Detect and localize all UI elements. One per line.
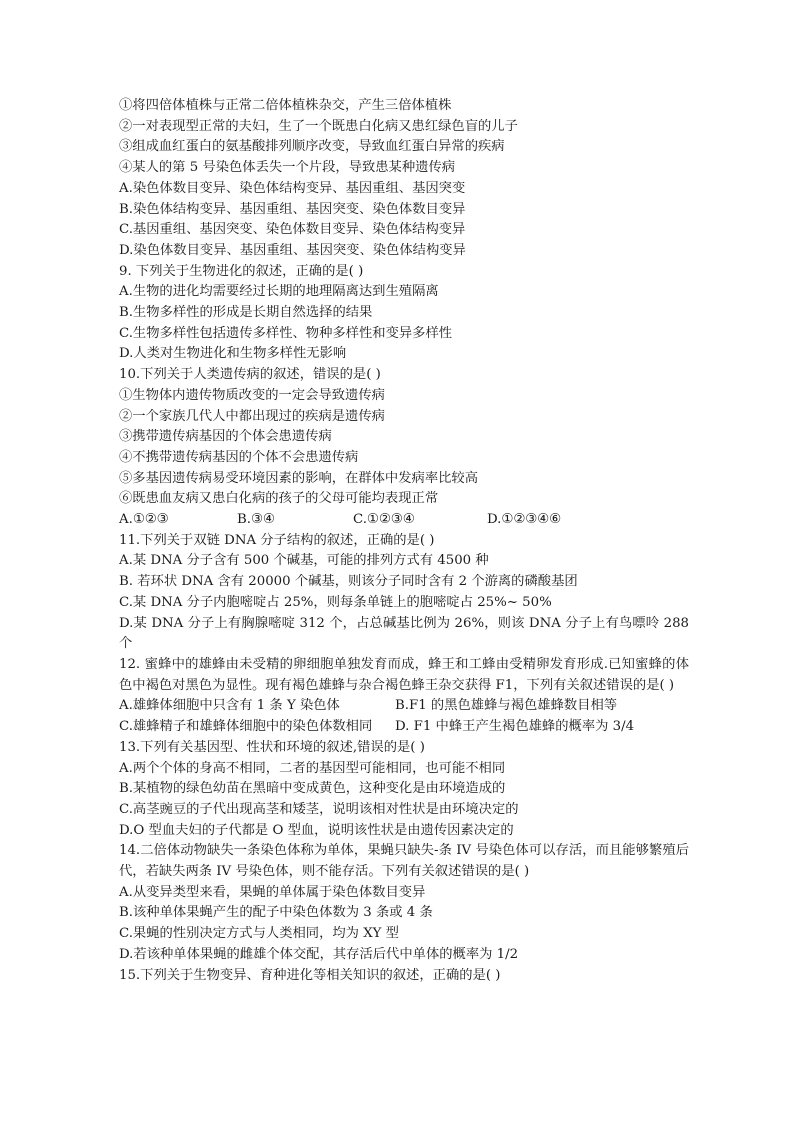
q12-options-row-1 <box>119 696 689 717</box>
q8-item-4: ④某人的第 5 号染色体丢失一个片段，导致患某种遗传病 <box>119 160 456 176</box>
q9-stem: 9. 下列关于生物进化的叙述，正确的是( ) <box>119 263 364 279</box>
q12-option-a: A.雄蜂体细胞中只含有 1 条 Y 染色体 <box>119 698 340 714</box>
q8-item-2: ②一对表现型正常的夫妇，生了一个既患白化病又患红绿色盲的儿子 <box>119 118 518 134</box>
q9-option-b: B.生物多样性的形成是长期自然选择的结果 <box>119 305 373 321</box>
q13-option-a: A.两个个体的身高不相同，二者的基因型可能相同，也可能不相同 <box>119 760 506 776</box>
q11-stem: 11.下列关于双链 DNA 分子结构的叙述，正确的是( ) <box>119 532 435 548</box>
q10-option-a: A.①②③ <box>119 512 169 528</box>
q10-item-5: ⑤多基因遗传病易受环境因素的影响，在群体中发病率比较高 <box>119 470 479 486</box>
q9-option-a: A.生物的进化均需要经过长期的地理隔离达到生殖隔离 <box>119 284 439 300</box>
q14-stem: 14.二倍体动物缺失一条染色体称为单体，果蝇只缺失-条 IV 号染色体可以存活，而且能够繁殖后代，若缺失两条 IV 号染色体，则不能存活。下列有关叙述错误的是( ) <box>119 843 689 880</box>
q11-option-a: A.某 DNA 分子含有 500 个碱基，可能的排列方式有 4500 种 <box>119 553 489 569</box>
q14-option-a: A.从变异类型来看，果蝇的单体属于染色体数目变异 <box>119 884 426 900</box>
q8-option-a: A.染色体数目变异、染色体结构变异、基因重组、基因突变 <box>119 180 466 196</box>
q14-option-c: C.果蝇的性别决定方式与人类相同，均为 XY 型 <box>119 926 399 942</box>
q14-option-d: D.若该种单体果蝇的雌雄个体交配，其存活后代中单体的概率为 1/2 <box>119 946 519 962</box>
q13-option-c: C.高茎豌豆的子代出现高茎和矮茎，说明该相对性状是由环境决定的 <box>119 801 519 817</box>
q11-option-d: D.某 DNA 分子上有胸腺嘧啶 312 个，占总碱基比例为 26%，则该 DNA 分子上有鸟嘌呤 288 个 <box>119 615 689 652</box>
q10-option-b: B.③④ <box>237 512 275 528</box>
q12-option-c: C.雄蜂精子和雄蜂体细胞中的染色体数相同 <box>119 719 373 735</box>
q8-option-b: B.染色体结构变异、基因重组、基因突变、染色体数目变异 <box>119 201 466 217</box>
q14-option-b: B.该种单体果蝇产生的配子中染色体数为 3 条或 4 条 <box>119 905 433 921</box>
q8-option-c: C.基因重组、基因突变、染色体数目变异、染色体结构变异 <box>119 222 466 238</box>
q10-stem: 10.下列关于人类遗传病的叙述，错误的是( ) <box>119 367 381 383</box>
q10-option-c: C.①②③④ <box>353 512 415 528</box>
q10-item-1: ①生物体内遗传物质改变的一定会导致遗传病 <box>119 387 385 403</box>
q10-item-2: ②一个家族几代人中都出现过的疾病是遗传病 <box>119 408 385 424</box>
q15-stem: 15.下列关于生物变异、育种进化等相关知识的叙述，正确的是( ) <box>119 967 501 983</box>
q12-stem: 12. 蜜蜂中的雄蜂由未受精的卵细胞单独发育而成，蜂王和工蜂由受精卵发育形成.已知蜜蜂的体色中褐色对黑色为显性。现有褐色雄蜂与杂合褐色蜂王杂交获得 F1，下列有关叙述错误的是( ) <box>119 656 689 693</box>
q12-option-d: D. F1 中蜂王产生褐色雄蜂的概率为 3/4 <box>395 719 635 735</box>
q9-option-c: C.生物多样性包括遗传多样性、物种多样性和变异多样性 <box>119 325 453 341</box>
q11-option-c: C.某 DNA 分子内胞嘧啶占 25%，则每条单链上的胞嘧啶占 25%~ 50% <box>119 594 552 610</box>
q10-options <box>119 510 689 531</box>
q8-item-3: ③组成血红蛋白的氨基酸排列顺序改变，导致血红蛋白异常的疾病 <box>119 139 505 155</box>
exam-page <box>119 96 689 986</box>
q10-item-3: ③携带遗传病基因的个体会患遗传病 <box>119 429 332 445</box>
q8-option-d: D.染色体数目变异、基因重组、基因突变、染色体结构变异 <box>119 242 466 258</box>
q13-option-b: B.某植物的绿色幼苗在黑暗中变成黄色，这种变化是由环境造成的 <box>119 781 506 797</box>
q13-stem: 13.下列有关基因型、性状和环境的叙述,错误的是( ) <box>119 739 425 755</box>
q9-option-d: D.人类对生物进化和生物多样性无影响 <box>119 346 347 362</box>
q12-options-row-2 <box>119 717 689 738</box>
q12-option-b: B.F1 的黑色雄蜂与褐色雄蜂数目相等 <box>395 698 618 714</box>
q10-option-d: D.①②③④⑥ <box>487 512 562 528</box>
q11-option-b: B. 若环状 DNA 含有 20000 个碱基，则该分子同时含有 2 个游离的磷酸基团 <box>119 574 578 590</box>
q10-item-4: ④不携带遗传病基因的个体不会患遗传病 <box>119 449 359 465</box>
q10-item-6: ⑥既患血友病又患白化病的孩子的父母可能均表现正常 <box>119 491 439 507</box>
q8-item-1: ①将四倍体植株与正常二倍体植株杂交，产生三倍体植株 <box>119 98 452 113</box>
q13-option-d: D.O 型血夫妇的子代都是 O 型血，说明该性状是由遗传因素决定的 <box>119 822 514 838</box>
